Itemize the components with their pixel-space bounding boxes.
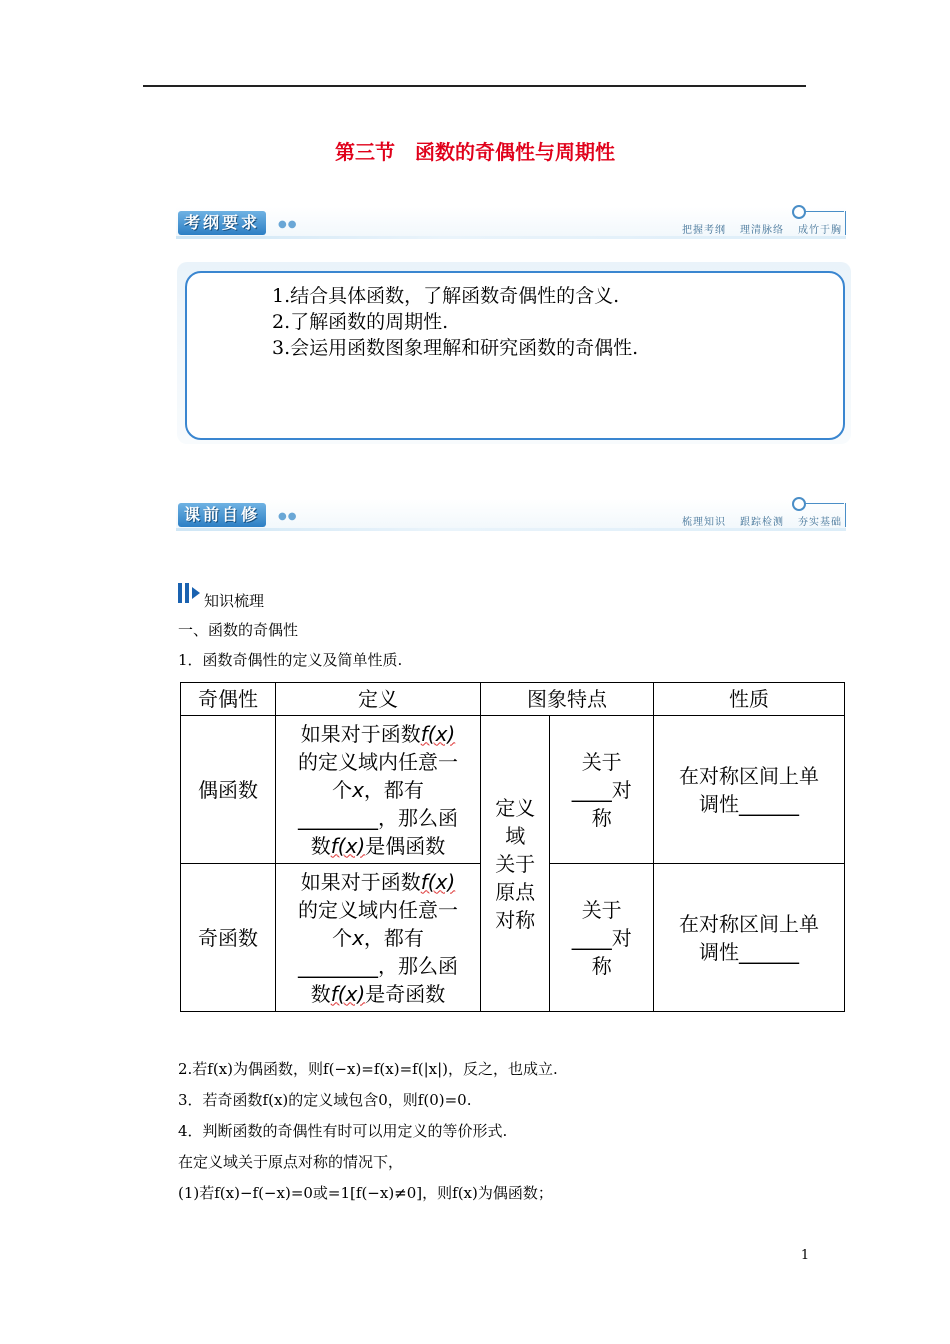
even-graph-feature: 关于 ____对 称 <box>550 716 654 864</box>
banner-tag: 理清脉络 <box>740 225 784 236</box>
odd-function-label: 奇函数 <box>181 864 276 1012</box>
even-property: 在对称区间上单 调性______ <box>654 716 845 864</box>
domain-symmetric-note: 定义 域 关于 原点 对称 <box>481 716 550 1012</box>
paragraph: (1)若f(x)−f(−x)=0或=1[f(−x)≠0]，则f(x)为偶函数； <box>178 1184 553 1202</box>
banner-tags <box>668 513 842 528</box>
even-function-label: 偶函数 <box>181 716 276 864</box>
odd-graph-feature: 关于 ____对 称 <box>550 864 654 1012</box>
banner-tag: 成竹于胸 <box>798 225 842 236</box>
banner-label: 考纲要求 <box>178 211 266 235</box>
table-header: 图象特点 <box>481 683 654 716</box>
ring-icon <box>792 497 806 511</box>
banner-dots: ●● <box>278 511 298 522</box>
banner-dots: ●● <box>278 219 298 230</box>
pre-class-study-banner <box>176 499 846 533</box>
banner-tag: 把握考纲 <box>682 225 726 236</box>
page-number: 1 <box>800 1248 810 1263</box>
paragraph: 在定义域关于原点对称的情况下， <box>178 1153 404 1171</box>
parity-table <box>180 682 845 1012</box>
section-heading: 一、函数的奇偶性 <box>178 621 299 639</box>
paragraph: 2.若f(x)为偶函数，则f(−x)=f(x)=f(|x|)，反之，也成立. <box>178 1060 558 1078</box>
paragraph: 3．若奇函数f(x)的定义域包含0，则f(0)=0. <box>178 1091 472 1109</box>
banner-tag: 梳理知识 <box>682 517 726 528</box>
even-definition: 如果对于函数f(x) 的定义域内任意一 个x，都有 ________，那么函 数f(x)是偶函数 <box>276 716 481 864</box>
header-rule <box>143 85 806 87</box>
banner-label: 课前自修 <box>178 503 266 527</box>
paragraph: 4．判断函数的奇偶性有时可以用定义的等价形式. <box>178 1122 508 1140</box>
requirement-item: 3.会运用函数图象理解和研究函数的奇偶性. <box>272 337 639 359</box>
table-header: 定义 <box>276 683 481 716</box>
requirement-item: 2.了解函数的周期性. <box>272 311 449 333</box>
banner-tags <box>668 221 842 236</box>
banner-tag: 跟踪检测 <box>740 517 784 528</box>
exam-requirements-banner <box>176 207 846 241</box>
odd-definition: 如果对于函数f(x) 的定义域内任意一 个x，都有 ________，那么函 数f(x)是奇函数 <box>276 864 481 1012</box>
section-marker-icon <box>178 583 198 603</box>
ring-icon <box>792 205 806 219</box>
odd-property: 在对称区间上单 调性______ <box>654 864 845 1012</box>
banner-tag: 夯实基础 <box>798 517 842 528</box>
subsection-title: 知识梳理 <box>204 592 265 610</box>
requirement-item: 1.结合具体函数，了解函数奇偶性的含义. <box>272 285 620 307</box>
table-header: 性质 <box>654 683 845 716</box>
page-title: 第三节 函数的奇偶性与周期性 <box>335 140 615 164</box>
paragraph: 1．函数奇偶性的定义及简单性质. <box>178 651 403 669</box>
table-header: 奇偶性 <box>181 683 276 716</box>
